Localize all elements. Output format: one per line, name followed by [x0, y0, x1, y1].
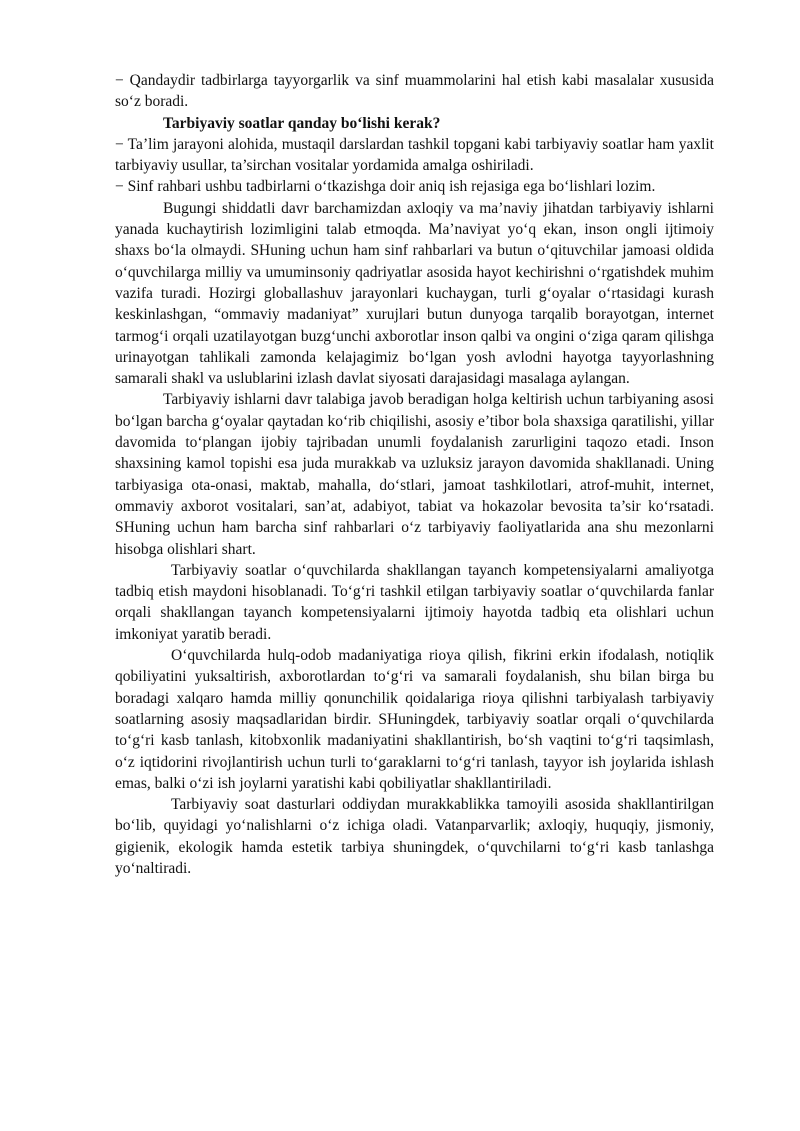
paragraph-program-directions: Tarbiyaviy soat dasturlari oddiydan murakkablikka tamoyili asosida shakllantirilgan bo‘lib, quyidagi yo‘nalishlarni o‘z ichiga oladi. Vatanparvarlik; axloqiy, huquqiy, jismoniy, gigienik, ekologik hamda estetik tarbiya shuningdek, o‘quvchilarni to‘g‘ri kasb tanlashga yo‘naltiradi. [115, 796, 714, 877]
section-heading: Tarbiyaviy soatlar qanday bo‘lishi kerak? [163, 114, 441, 132]
paragraph-competencies: Tarbiyaviy soatlar o‘quvchilarda shakllangan tayanch kompetensiyalarni amaliyotga tadbiq etish maydoni hisoblanadi. To‘g‘ri tashkil etilgan tarbiyaviy soatlar o‘quvchilarda fanlar orqali shakllangan tayanch kompetensiyalarni ijtimoiy hayotda tadbiq eta olishlari uchun imkoniyat yaratib beradi. [115, 561, 714, 643]
bullet-paragraph-class-leader: − Sinf rahbari ushbu tadbirlarni o‘tkazishga doir aniq ish rejasiga ega bo‘lishlari lozim. [115, 178, 656, 196]
bullet-paragraph-preparation: − Qandaydir tadbirlarga tayyorgarlik va sinf muammolarini hal etish kabi masalalar xususida so‘z boradi. [115, 72, 714, 111]
bullet-paragraph-education-process: − Ta’lim jarayoni alohida, mustaqil darslardan tashkil topgani kabi tarbiyaviy soatlar ham yaxlit tarbiyaviy usullar, ta’sirchan vositalar yordamida amalga oshiriladi. [115, 135, 714, 175]
paragraph-educational-work: Tarbiyaviy ishlarni davr talabiga javob beradigan holga keltirish uchun tarbiyaning asosi bo‘lgan barcha g‘oyalar qaytadan ko‘rib chiqilishi, asosiy e’tibor bola shaxsiga qaratilishi, yillar davomida to‘plangan ijobiy tajribadan unumli foydalanish zarurligini taqozo etadi. Inson shaxsining kamol topishi esa juda murakkab va uzluksiz jarayon davomida shakllanadi. Uning tarbiyasiga ota-onasi, maktab, mahalla, do‘stlari, jamoat tashkilotlari, atrof-muhit, internet, ommaviy axborot vositalari, san’at, adabiyot, tabiat va hokazolar bevosita ta’sir ko‘rsatadi. SHuning uchun ham barcha sinf rahbarlari o‘z tarbiyaviy faoliyatlarida ana shu mezonlarni hisobga olishlari shart. [115, 391, 714, 558]
document-body [115, 70, 714, 879]
paragraph-moral-education: Bugungi shiddatli davr barchamizdan axloqiy va ma’naviy jihatdan tarbiyaviy ishlarni yanada kuchaytirish lozimligini talab etmoqda. Ma’naviyat yo‘q ekan, inson ongli ijtimoiy shaxs bo‘la olmaydi. SHuning uchun ham sinf rahbarlari va butun o‘qituvchilar jamoasi oldida o‘quvchilarga milliy va umuminsoniy qadriyatlar asosida hayot kechirishni o‘rgatishdek muhim vazifa turadi. Hozirgi globallashuv jarayonlari kuchaygan, turli g‘oyalar o‘rtasidagi kurash keskinlashgan, “ommaviy madaniyat” xurujlari butun dunyoga tarqalib borayotgan, internet tarmog‘i orqali uzatilayotgan buzg‘unchi axborotlar inson qalbi va ongini o‘ziga qaram qilishga urinayotgan tahlikali zamonda kelajagimiz bo‘lgan yosh avlodni hayotga tayyorlashning samarali shakl va uslublarini izlash davlat siyosati darajasidagi masalaga aylangan. [115, 199, 714, 388]
paragraph-student-culture: O‘quvchilarda hulq-odob madaniyatiga rioya qilish, fikrini erkin ifodalash, notiqlik qobiliyatini yuksaltirish, axborotlardan to‘g‘ri va samarali foydalanish, shu bilan birga bu boradagi xalqaro hamda milliy qonunchilik qoidalariga rioya qilishni tarbiyalash tarbiyaviy soatlarning asosiy maqsadlaridan birdir. SHuningdek, tarbiyaviy soatlar orqali o‘quvchilarda to‘g‘ri kasb tanlash, kitobxonlik madaniyatini shakllantirish, bo‘sh vaqtini to‘g‘ri taqsimlash, o‘z iqtidorini rivojlantirish uchun turli to‘garaklarni to‘g‘ri tanlash, tayyor ish joylarida ishlash emas, balki o‘zi ish joylarni yaratishi kabi qobiliyatlar shakllantiriladi. [115, 647, 714, 792]
